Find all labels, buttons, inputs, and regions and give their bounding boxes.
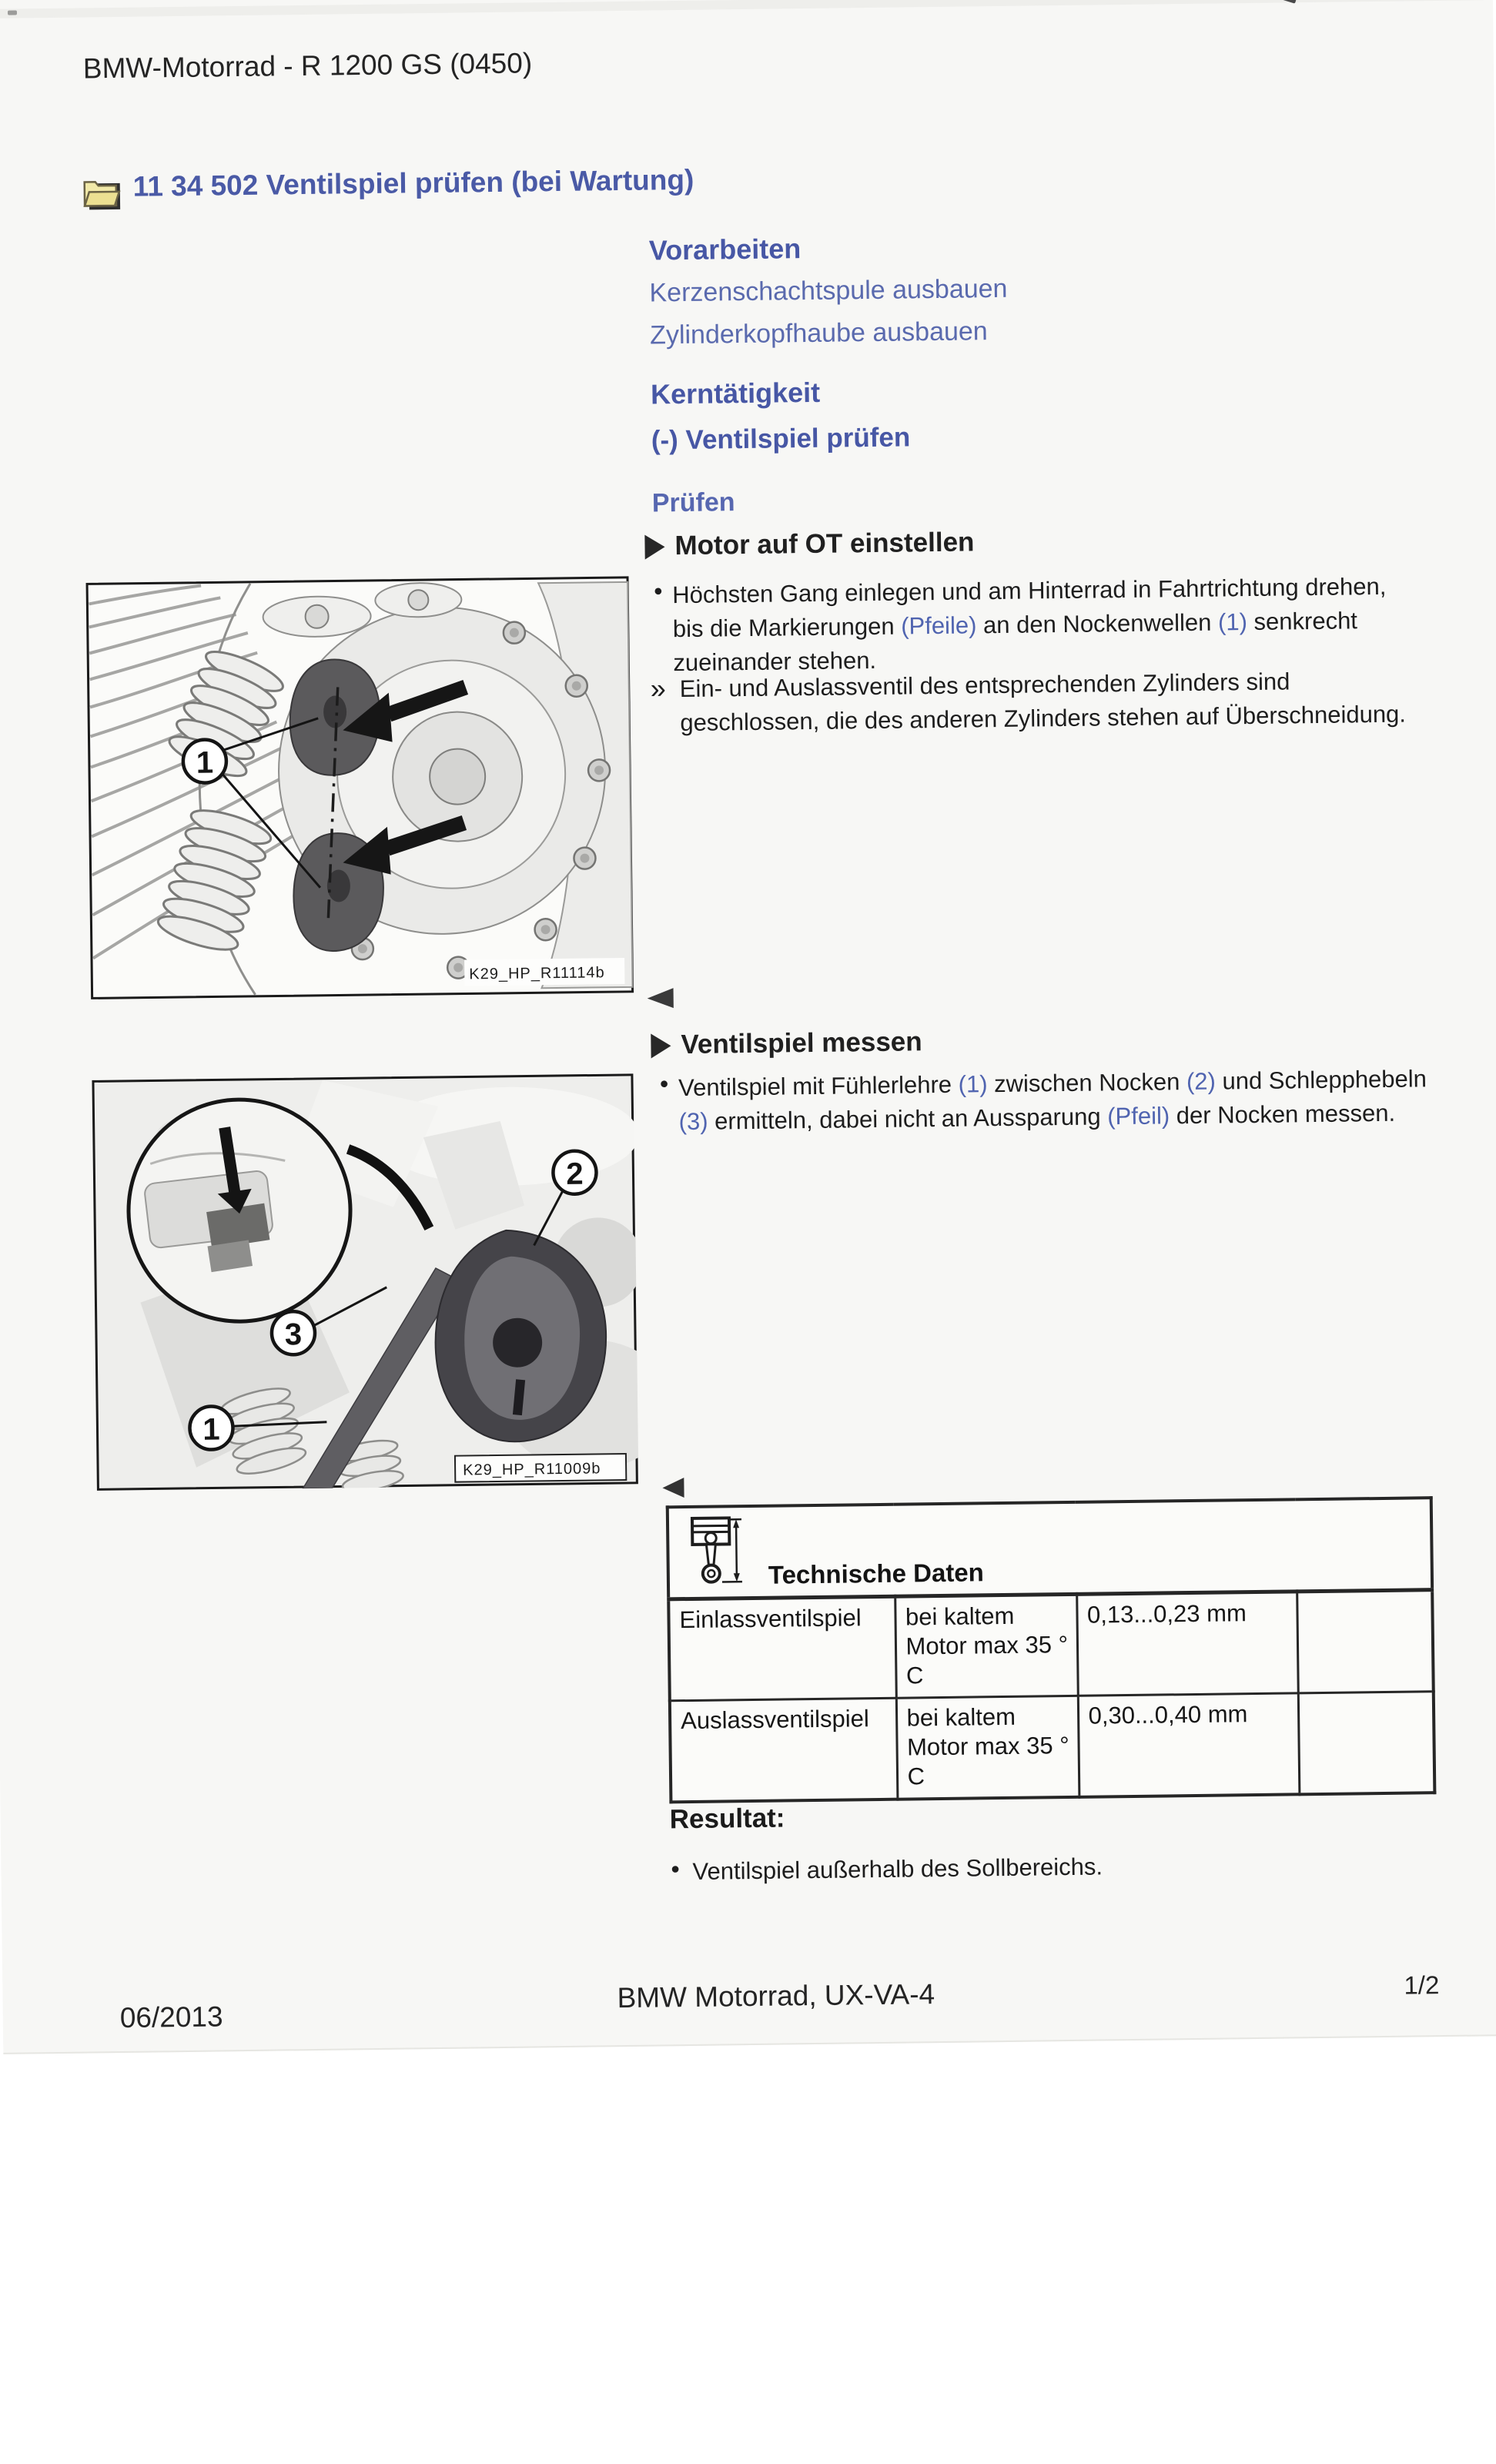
link-zylinderkopfhaube[interactable]: Zylinderkopfhaube ausbauen [649, 316, 988, 350]
text-segment: Ventilspiel mit Fühlerlehre [678, 1070, 959, 1102]
cell-value: 0,30...0,40 mm [1078, 1693, 1300, 1797]
step-arrow-icon [644, 534, 664, 559]
section-heading-pruefen: Prüfen [651, 487, 735, 518]
figure1-label: K29_HP_R11114b [469, 964, 605, 983]
inline-reference-link[interactable]: (Pfeile) [900, 611, 977, 640]
step1-line2 [673, 607, 1358, 643]
link-kerzenschachtspule[interactable]: Kerzenschachtspule ausbauen [649, 273, 1008, 308]
result-heading: Resultat: [669, 1803, 785, 1835]
scan-artifact [8, 11, 17, 15]
table-title: Technische Daten [768, 1558, 985, 1589]
text-segment: und Schlepphebeln [1215, 1065, 1427, 1095]
scan-edge-strip [0, 0, 1484, 18]
step1-title: Motor auf OT einstellen [674, 527, 975, 561]
bullet-marker: • [671, 1855, 680, 1883]
result-text: Ventilspiel außerhalb des Sollbereichs. [692, 1853, 1103, 1885]
step2-title: Ventilspiel messen [681, 1026, 922, 1060]
text-segment: zueinander stehen. [673, 646, 877, 677]
section-heading-kerntaetigkeit: Kerntätigkeit [650, 376, 821, 410]
step1-line3 [673, 647, 876, 677]
folder-icon[interactable] [79, 174, 123, 217]
inline-reference-link[interactable]: (3) [678, 1107, 708, 1136]
text-segment: senkrecht [1247, 607, 1358, 636]
table-row [668, 1590, 1434, 1701]
bullet-marker: • [659, 1070, 669, 1098]
table-header-cell [668, 1498, 1432, 1599]
inline-reference-link[interactable]: (1) [1217, 608, 1248, 636]
end-of-step-marker-icon [648, 988, 674, 1008]
svg-text:3: 3 [284, 1317, 303, 1352]
topic-title[interactable]: 11 34 502 Ventilspiel prüfen (bei Wartung) [132, 163, 694, 203]
core-task-label: (-) Ventilspiel prüfen [651, 422, 911, 456]
text-segment: Höchsten Gang einlegen und am Hinterrad in Fahrtrichtung drehen, [672, 572, 1387, 609]
text-segment: ermitteln, dabei nicht an Aussparung [708, 1103, 1108, 1135]
svg-text:2: 2 [566, 1157, 584, 1191]
figure2-label: K29_HP_R11009b [463, 1460, 601, 1479]
inline-reference-link[interactable]: (2) [1186, 1067, 1217, 1096]
text-segment: bis die Markierungen [672, 612, 902, 643]
text-segment: an den Nockenwellen [976, 608, 1219, 639]
cell-parameter: Auslassventilspiel [670, 1698, 898, 1802]
inline-reference-link[interactable]: (1) [958, 1070, 988, 1098]
result-marker: » [650, 672, 667, 705]
inline-reference-link[interactable]: (Pfeil) [1107, 1102, 1170, 1130]
cell-extra [1297, 1590, 1434, 1693]
text-segment: der Nocken messen. [1169, 1099, 1396, 1130]
step-arrow-icon [651, 1033, 671, 1058]
step2-line2 [678, 1100, 1395, 1136]
end-of-step-marker-icon [662, 1478, 684, 1498]
bullet-marker: • [654, 577, 663, 605]
technical-data-table [666, 1496, 1437, 1803]
footer-date: 06/2013 [119, 2000, 223, 2034]
step1-result-line2: geschlossen, die des anderen Zylinders stehen auf Überschneidung. [680, 700, 1407, 737]
cell-value: 0,13...0,23 mm [1076, 1592, 1298, 1696]
cell-extra [1298, 1692, 1435, 1795]
piston-clearance-icon [688, 1514, 745, 1592]
svg-text:1: 1 [202, 1412, 220, 1447]
cell-condition: bei kaltem Motor max 35 ° C [895, 1594, 1078, 1698]
footer-org: BMW Motorrad, UX-VA-4 [617, 1978, 935, 2014]
step1-line1 [672, 573, 1386, 609]
table-row [670, 1692, 1435, 1803]
step1-result-line1: Ein- und Auslassventil des entsprechenden Zylinders sind [679, 668, 1290, 703]
cell-condition: bei kaltem Motor max 35 ° C [896, 1696, 1079, 1799]
footer-page-number: 1/2 [1404, 1970, 1440, 2000]
text-segment: zwischen Nocken [987, 1068, 1187, 1098]
svg-text:1: 1 [196, 745, 214, 780]
step2-line1 [678, 1065, 1427, 1102]
magnifier-detail-circle [127, 1098, 351, 1322]
section-heading-vorarbeiten: Vorarbeiten [648, 233, 802, 266]
page-title: BMW-Motorrad - R 1200 GS (0450) [82, 47, 533, 85]
figure-feeler-gauge-measure [92, 1073, 638, 1491]
figure-camshaft-ot-marks [85, 576, 634, 1000]
cell-parameter: Einlassventilspiel [668, 1596, 896, 1701]
